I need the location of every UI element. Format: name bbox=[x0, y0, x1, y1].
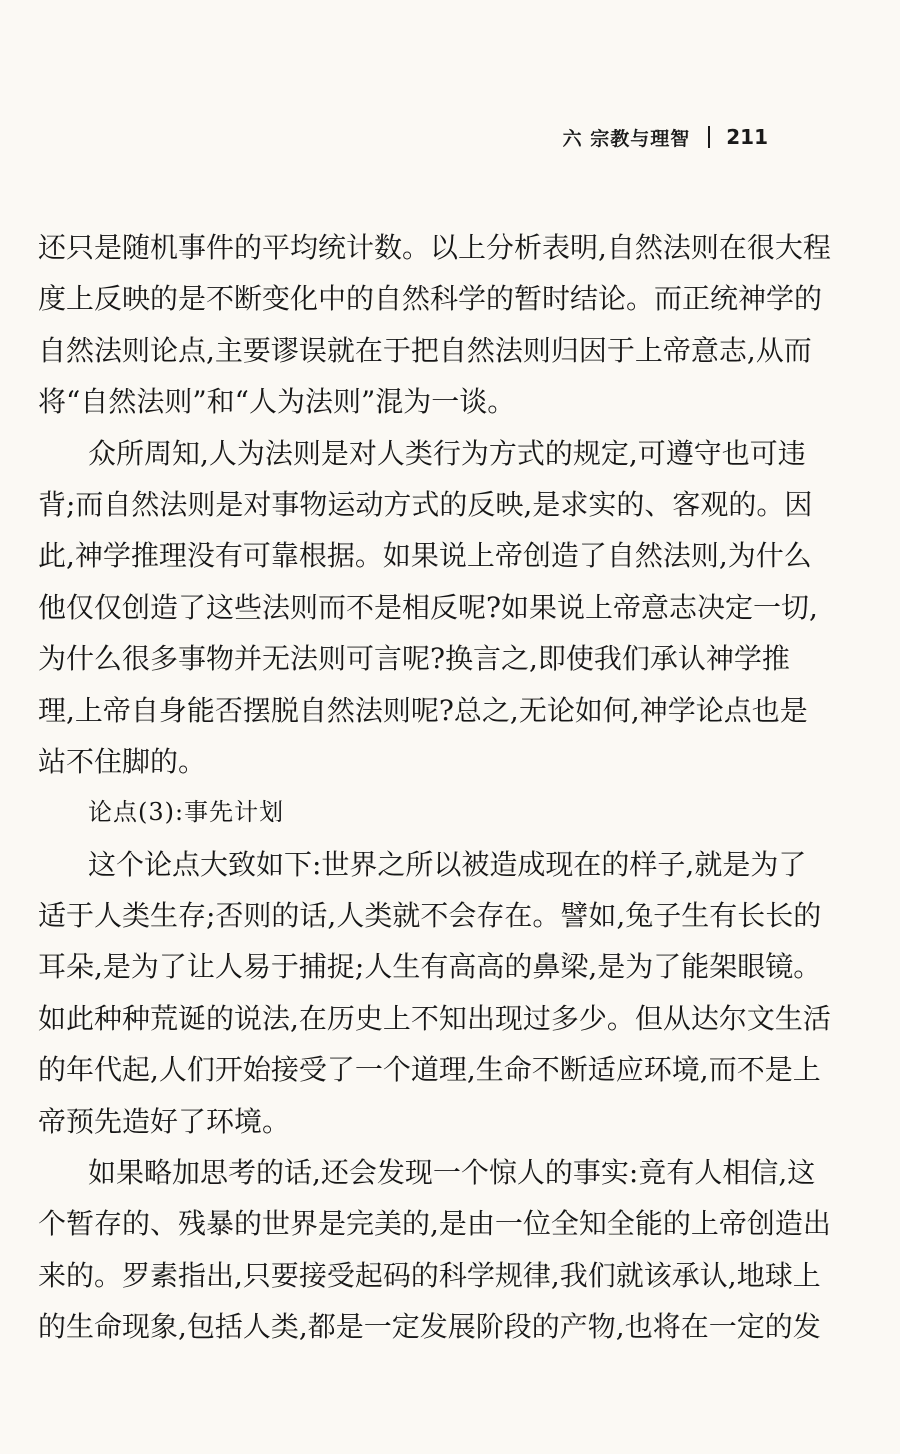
text-line: 适于人类生存;否则的话,人类就不会存在。譬如,兔子生有长长的 bbox=[38, 899, 822, 933]
text-line: 此,神学推理没有可靠根据。如果说上帝创造了自然法则,为什么 bbox=[38, 539, 812, 573]
text-line: 站不住脚的。 bbox=[38, 744, 207, 778]
page-number: 211 bbox=[726, 125, 768, 149]
header-divider bbox=[708, 126, 710, 148]
body-text bbox=[38, 222, 831, 1353]
text-line: 度上反映的是不断变化中的自然科学的暂时结论。而正统神学的 bbox=[38, 282, 823, 316]
text-line: 理,上帝自身能否摆脱自然法则呢?总之,无论如何,神学论点也是 bbox=[38, 693, 808, 727]
text-line: 来的。罗素指出,只要接受起码的科学规律,我们就该承认,地球上 bbox=[38, 1258, 821, 1292]
text-line: 的生命现象,包括人类,都是一定发展阶段的产物,也将在一定的发 bbox=[38, 1310, 821, 1344]
paragraph-start-line: 众所周知,人为法则是对人类行为方式的规定,可遵守也可违 bbox=[88, 436, 806, 470]
section-heading: 论点(3):事先计划 bbox=[88, 798, 285, 827]
text-line: 帝预先造好了环境。 bbox=[38, 1104, 291, 1138]
text-line: 还只是随机事件的平均统计数。以上分析表明,自然法则在很大程 bbox=[38, 231, 831, 264]
chapter-title: 六 宗教与理智 bbox=[562, 127, 691, 150]
text-line: 的年代起,人们开始接受了一个道理,生命不断适应环境,而不是上 bbox=[38, 1053, 821, 1087]
text-line: 将“自然法则”和“人为法则”混为一谈。 bbox=[38, 385, 516, 419]
running-header bbox=[563, 122, 768, 152]
text-line: 为什么很多事物并无法则可言呢?换言之,即使我们承认神学推 bbox=[38, 642, 790, 676]
text-line: 耳朵,是为了让人易于捕捉;人生有高高的鼻梁,是为了能架眼镜。 bbox=[38, 950, 822, 984]
text-line: 如此种种荒诞的说法,在历史上不知出现过多少。但从达尔文生活 bbox=[38, 1001, 831, 1035]
text-line: 个暂存的、残暴的世界是完美的,是由一位全知全能的上帝创造出 bbox=[38, 1207, 831, 1241]
text-line: 他仅仅创造了这些法则而不是相反呢?如果说上帝意志决定一切, bbox=[38, 590, 818, 624]
paragraph-start-line: 这个论点大致如下:世界之所以被造成现在的样子,就是为了 bbox=[88, 847, 807, 881]
text-line: 自然法则论点,主要谬误就在于把自然法则归因于上帝意志,从而 bbox=[38, 333, 812, 367]
text-line: 背;而自然法则是对事物运动方式的反映,是求实的、客观的。因 bbox=[38, 487, 813, 521]
paragraph-start-line: 如果略加思考的话,还会发现一个惊人的事实:竟有人相信,这 bbox=[88, 1156, 816, 1190]
